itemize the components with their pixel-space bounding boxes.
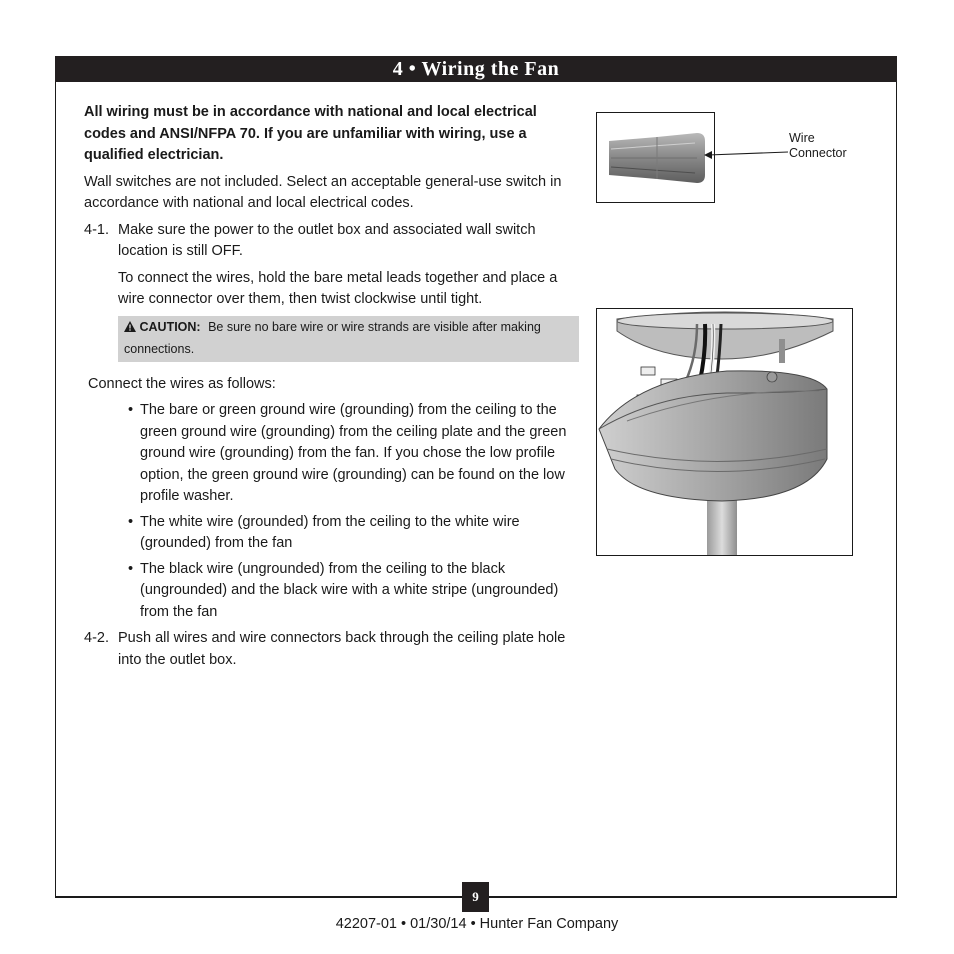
switch-note: Wall switches are not included. Select an acceptable general-use switch in accordance with national and local electrical codes. (84, 173, 562, 211)
step-number: 4-2. (84, 630, 109, 646)
wire-connector-label: Wire Connector (789, 131, 847, 160)
step-4-1 (84, 220, 579, 263)
page-number: 9 (462, 882, 489, 912)
connect-intro: Connect the wires as follows: (88, 375, 276, 392)
list-item: • The white wire (grounded) from the ceiling to the white wire (grounded) from the fan (128, 513, 520, 551)
caution-title: CAUTION: (139, 319, 201, 334)
main-content (84, 102, 579, 676)
caution-text: Be sure no bare wire or wire strands are visible after making connections. (124, 319, 541, 356)
caution-box (118, 316, 579, 362)
warning-triangle-icon (124, 318, 136, 339)
step-text: Make sure the power to the outlet box and associated wall switch location is still OFF. (118, 221, 536, 259)
step-number: 4-1. (84, 221, 109, 238)
list-item: • The black wire (ungrounded) from the ceiling to the black (ungrounded) and the black wire with a white stripe (ungrounded) from the fan (128, 560, 559, 620)
step-text: Push all wires and wire connectors back through the ceiling plate hole into the outlet box. (118, 630, 566, 668)
wire-connector-figure (596, 112, 715, 203)
list-item: • The bare or green ground wire (grounding) from the ceiling to the green ground wire (grounding) from the ceiling plate and the green ground wire (grounding) from the fan. If you chose the low profile option, the green ground wire (grounding) can be found on the low profile washer. (128, 402, 567, 504)
safety-warning: All wiring must be in accordance with national and local electrical codes and ANSI/NFPA 70. If you are unfamiliar with wiring, use a qualified electrician. (84, 104, 537, 163)
section-title: 4 • Wiring the Fan (55, 56, 897, 82)
canopy-wiring-figure (596, 308, 853, 556)
footer: 42207-01 • 01/30/14 • Hunter Fan Company (335, 916, 619, 932)
canopy-wiring-illustration (597, 309, 852, 555)
wire-list (84, 400, 579, 623)
pointer-arrow (700, 140, 790, 170)
connect-instructions: To connect the wires, hold the bare metal leads together and place a wire connector over them, then twist clockwise until tight. (118, 269, 558, 307)
step-4-2 (84, 628, 579, 671)
wire-connector-illustration (597, 113, 714, 202)
